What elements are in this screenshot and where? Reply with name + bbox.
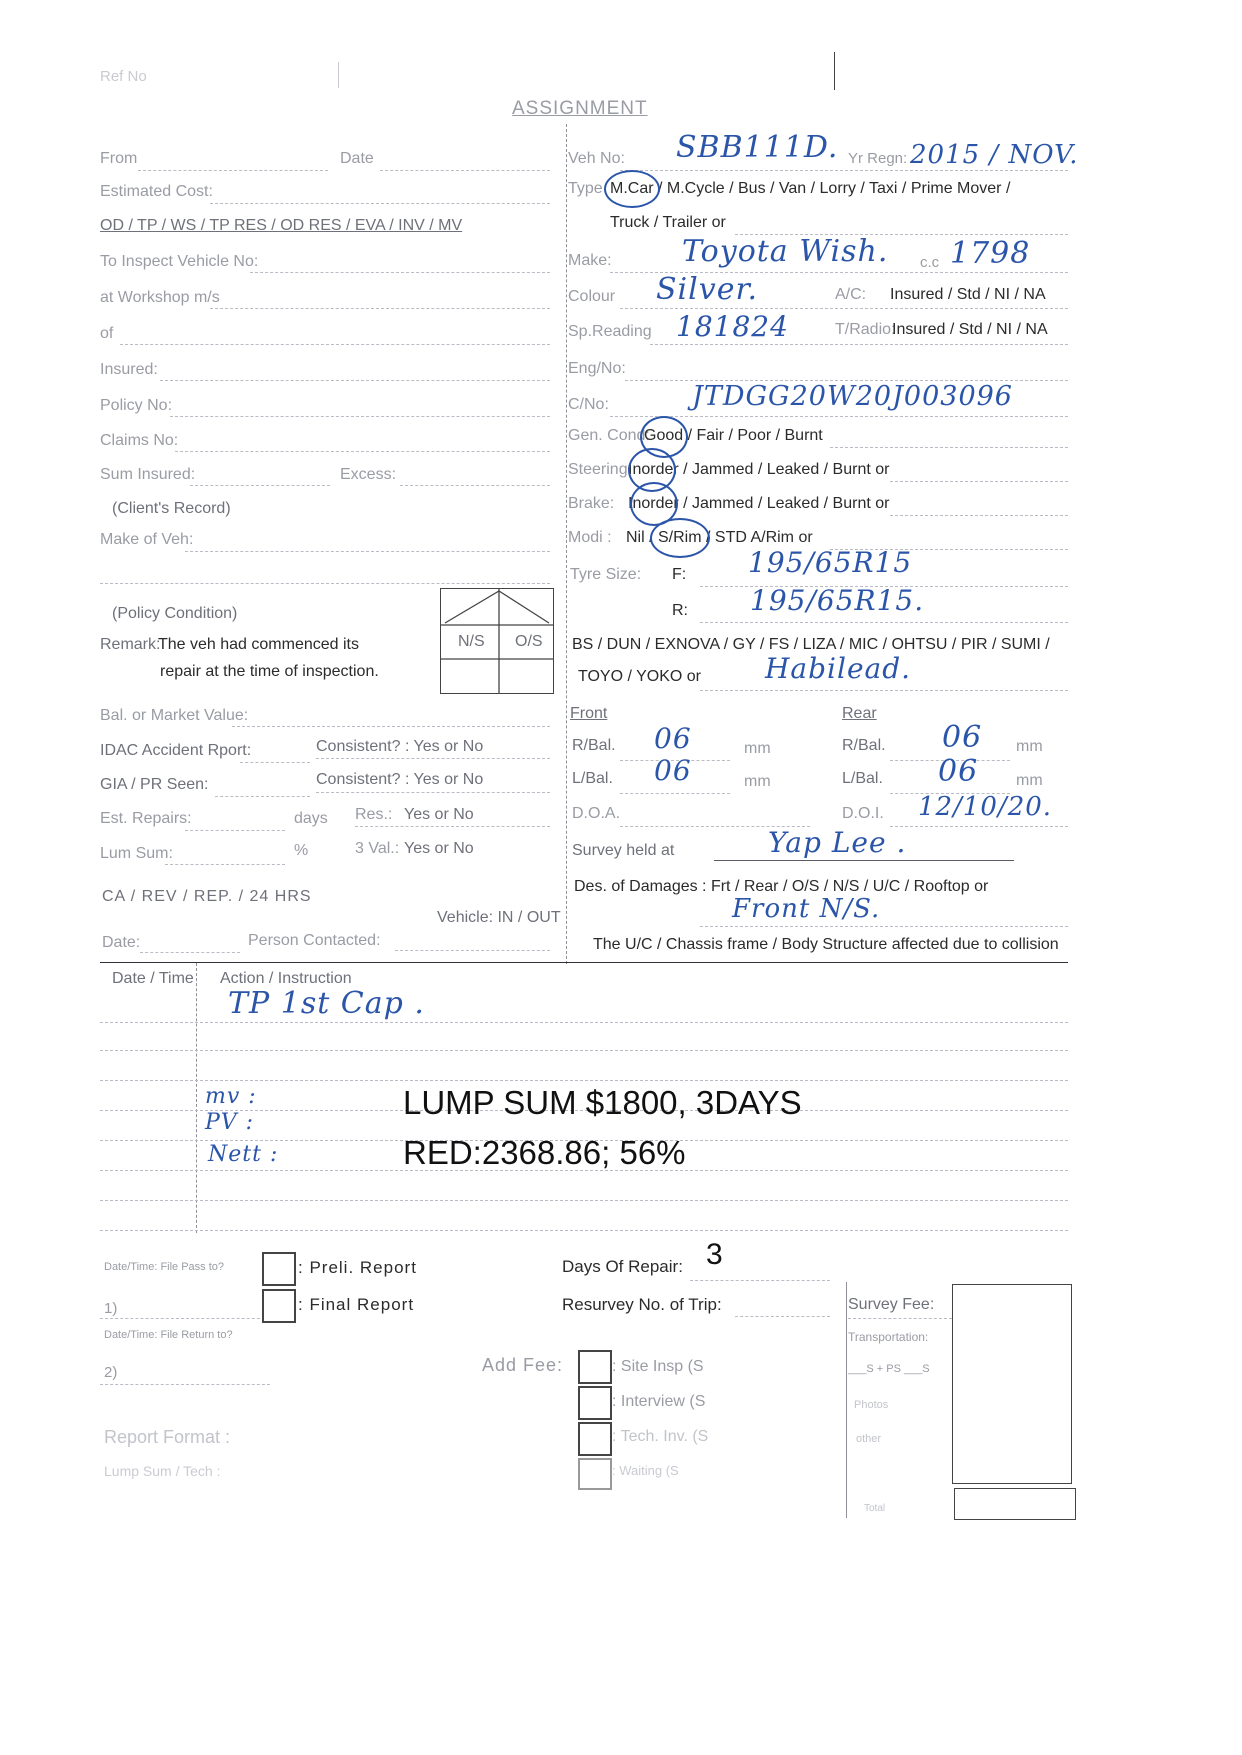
type-options: M.Car / M.Cycle / Bus / Van / Lorry / Taxi / Prime Mover / [610,180,1011,197]
transport-calc: ___S + PS ___S [848,1363,930,1375]
policy-no-label: Policy No: [100,397,173,414]
fee-amount-box [952,1284,1072,1484]
total-amount-box [954,1488,1076,1520]
tradio-label: T/Radio: [835,321,896,338]
insured-line [160,380,550,381]
action-top-rule [100,962,1068,963]
interview-checkbox[interactable] [578,1386,612,1420]
ca-rev-rep-line: CA / REV / REP. / 24 HRS [102,888,312,905]
modi-selected-circle [650,518,710,558]
header-divider-right [834,52,835,90]
person-contacted-label: Person Contacted: [248,932,381,949]
type-selected-circle [604,170,660,208]
val-label: 3 Val.: [355,840,400,857]
header-divider [338,62,339,88]
doi-line [890,826,1068,827]
inspect-vehicle-line [250,272,550,273]
survey-held-label: Survey held at [572,842,675,859]
tyre-f-value: 195/65R15 [748,546,913,579]
tyre-f-label: F: [672,566,687,583]
sp-reading-label: Sp.Reading [568,323,652,340]
make-label: Make: [568,252,612,269]
claim-types: OD / TP / WS / TP RES / OD RES / EVA / INV / MV [100,217,463,234]
bal-market-line [232,726,550,727]
final-report-checkbox[interactable] [262,1289,296,1323]
uc-chassis-line: The U/C / Chassis frame / Body Structure affected due to collision [593,936,1059,953]
lum-sum-label: Lum Sum: [100,845,173,862]
survey-held-value: Yap Lee . [768,826,907,859]
from-label: From [100,150,138,167]
tyre-size-label: Tyre Size: [570,566,642,583]
prelim-report-label: : Preli. Report [298,1258,417,1277]
tyre-brand-value: Habilead. [765,652,912,685]
sp-reading-line [650,344,1068,345]
site-insp-checkbox[interactable] [578,1350,612,1384]
pv-label: PV : [205,1110,255,1135]
report-format-label: Report Format : [104,1427,231,1447]
date-label-2: Date: [102,934,141,951]
days-of-repair-line [690,1280,830,1281]
item-1-line [100,1318,270,1319]
colour-label: Colour [568,288,616,305]
front-lbal-value: 06 [654,754,692,787]
item-1: 1) [104,1300,118,1317]
from-line [138,170,328,171]
inspect-vehicle-label: To Inspect Vehicle No: [100,253,259,270]
yr-regn-label: Yr Regn: [848,150,908,167]
blank-line [100,583,550,584]
of-line [120,344,550,345]
brake-options: Inorder / Jammed / Leaked / Burnt or [628,495,890,512]
colour-value: Silver. [656,272,759,307]
consistent-2: Consistent? : Yes or No [316,771,484,788]
typed-red-value: RED:2368.86; 56% [403,1134,686,1171]
fee-col-divider [846,1282,847,1518]
rear-rbal-unit: mm [1016,738,1043,755]
yr-regn-value: 2015 / NOV. [910,140,1079,170]
front-lbal-label: L/Bal. [572,770,613,787]
tyre-r-label: R: [672,602,688,619]
lum-sum-line [165,864,285,865]
action-col-divider [196,963,197,1233]
front-rbal-value: 06 [654,722,692,755]
doi-label: D.O.I. [842,805,884,822]
veh-no-value: SBB111D. [676,130,839,165]
tyre-brand-line [700,690,1068,691]
damage-line [700,926,1068,927]
photos-label: Photos [854,1399,889,1411]
tyre-r-line [700,622,1068,623]
front-rbal-unit: mm [744,740,771,757]
gen-cond-label: Gen. Cond: [568,427,650,444]
action-row-line-3 [100,1080,1068,1081]
tyre-brands-line-2: TOYO / YOKO or [578,668,701,685]
center-divider [566,124,567,964]
transportation-label: Transportation: [848,1330,929,1344]
other-label: other [856,1433,882,1445]
consistent-2-line [316,792,550,793]
reference-label: Ref No [100,68,147,85]
rear-header: Rear [842,705,877,722]
days-of-repair-value: 3 [706,1238,723,1271]
mv-label: mv : [205,1084,257,1109]
addl-fee-label: Add Fee: [482,1355,564,1375]
idac-line [240,762,310,763]
colour-line [620,308,1068,309]
ac-options: Insured / Std / NI / NA [890,286,1046,303]
remark-label: Remark: [100,636,161,653]
make-value: Toyota Wish. [682,234,889,269]
survey-fee-line [848,1318,952,1319]
consistent-1-line [316,758,550,759]
front-rbal-label: R/Bal. [572,737,616,754]
estimated-cost-line [210,203,550,204]
tradio-options: Insured / Std / NI / NA [892,321,1048,338]
sum-insured-line [190,485,330,486]
brake-label: Brake: [568,495,615,512]
date-label: Date [340,150,374,167]
workshop-line [210,308,550,309]
eng-no-label: Eng/No: [568,360,626,377]
clients-record: (Client's Record) [112,500,231,517]
tyre-brands-line-1: BS / DUN / EXNOVA / GY / FS / LIZA / MIC / OHTSU / PIR / SUMI / [572,636,1050,653]
gen-cond-line [830,447,1068,448]
res-choice: Yes or No [404,806,474,823]
gen-cond-options: Good / Fair / Poor / Burnt [644,427,823,444]
idac-label: IDAC Accident Rport: [100,742,252,759]
sp-reading-value: 181824 [676,310,789,343]
ac-label: A/C: [835,286,867,303]
c-no-value: JTDGG20W20J003096 [692,381,1013,412]
type-options-2: Truck / Trailer or [610,214,726,231]
insured-label: Insured: [100,361,158,378]
damage-value: Front N/S. [732,894,881,924]
days-of-repair-label: Days Of Repair: [562,1257,683,1276]
des-damages: Des. of Damages : Frt / Rear / O/S / N/S / U/C / Rooftop or [574,878,989,895]
policy-condition: (Policy Condition) [112,605,238,622]
person-contacted-line [395,950,550,951]
gia-label: GIA / PR Seen: [100,776,209,793]
veh-no-label: Veh No: [568,150,625,167]
excess-line [400,485,550,486]
claims-no-label: Claims No: [100,432,179,449]
waiting-label: : Waiting (S [612,1463,679,1478]
vehicle-side-diagram [440,588,554,694]
steering-options: Inorder / Jammed / Leaked / Burnt or [628,461,890,478]
bal-market-label: Bal. or Market Value: [100,707,249,724]
interview-label: : Interview (S [612,1393,706,1410]
type-label: Type [568,180,603,197]
item-2-line [100,1384,270,1385]
gia-line [215,796,310,797]
vehicle-in-out: Vehicle: IN / OUT [437,909,561,926]
resurvey-line [735,1316,830,1317]
doa-label: D.O.A. [572,805,621,822]
rear-rbal-label: R/Bal. [842,737,886,754]
excess-label: Excess: [340,466,397,483]
estimated-cost-label: Estimated Cost: [100,183,213,200]
date-time-header: Date / Time [112,970,194,987]
item-2: 2) [104,1364,118,1381]
total-label: Total [864,1503,886,1514]
lump-sum-tech-label: Lump Sum / Tech : [104,1463,221,1479]
waiting-checkbox[interactable] [578,1458,612,1490]
brake-line [890,515,1068,516]
policy-no-line [170,416,550,417]
front-lbal-unit: mm [744,773,771,790]
site-insp-label: : Site Insp (S [612,1358,704,1375]
action-value: TP 1st Cap . [228,986,425,1021]
steering-line [890,481,1068,482]
c-no-label: C/No: [568,396,609,413]
action-row-line-1 [100,1022,1068,1023]
survey-fee-label: Survey Fee: [848,1296,935,1313]
rear-lbal-unit: mm [1016,772,1043,789]
cc-value: 1798 [950,236,1031,271]
of-label: of [100,325,114,342]
action-header: Action / Instruction [220,970,352,987]
rear-lbal-value: 06 [938,754,979,789]
est-repairs-line [185,830,285,831]
est-repairs-label: Est. Repairs: [100,810,192,827]
resurvey-label: Resurvey No. of Trip: [562,1295,722,1314]
nett-label: Nett : [208,1142,279,1167]
tech-inv-label: : Tech. Inv. (S [612,1428,709,1445]
steering-label: Steering: [568,461,633,478]
veh-no-line [620,170,1068,171]
action-row-line-2 [100,1050,1068,1051]
make-of-veh-line [185,551,550,552]
survey-held-line [714,860,1014,861]
remark-line-2: repair at the time of inspection. [160,663,379,680]
tech-inv-checkbox[interactable] [578,1422,612,1456]
c-no-line [610,416,1068,417]
days-label: days [294,810,328,827]
action-row-line-7 [100,1200,1068,1201]
date-line [380,170,550,171]
date-line-2 [140,952,240,953]
claims-no-line [175,451,550,452]
prelim-report-checkbox[interactable] [262,1252,296,1286]
doi-value: 12/10/20. [918,792,1053,822]
ns-label: N/S [458,633,485,650]
workshop-label: at Workshop m/s [100,289,220,306]
cc-label: c.c [920,254,940,271]
tyre-r-value: 195/65R15. [750,584,925,617]
res-line [355,826,550,827]
form-title: ASSIGNMENT [512,98,648,119]
file-pass-label: Date/Time: File Pass to? [104,1261,225,1273]
res-label: Res.: [355,806,393,823]
action-row-line-8 [100,1230,1068,1231]
modi-label: Modi : [568,529,612,546]
make-of-veh-label: Make of Veh: [100,531,194,548]
front-lbal-line [620,793,730,794]
file-return-label: Date/Time: File Return to? [104,1329,233,1341]
front-header: Front [570,705,608,722]
typed-lump-sum: LUMP SUM $1800, 3DAYS [403,1084,802,1121]
remark-line-1: The veh had commenced its [158,636,359,653]
sum-insured-label: Sum Insured: [100,466,196,483]
consistent-1: Consistent? : Yes or No [316,738,484,755]
final-report-label: : Final Report [298,1295,415,1314]
os-label: O/S [515,633,543,650]
val-choice: Yes or No [404,840,474,857]
percent-label: % [294,842,309,859]
rear-rbal-value: 06 [942,720,983,755]
rear-lbal-label: L/Bal. [842,770,883,787]
modi-options: Nil / S/Rim / STD A/Rim or [626,529,813,546]
